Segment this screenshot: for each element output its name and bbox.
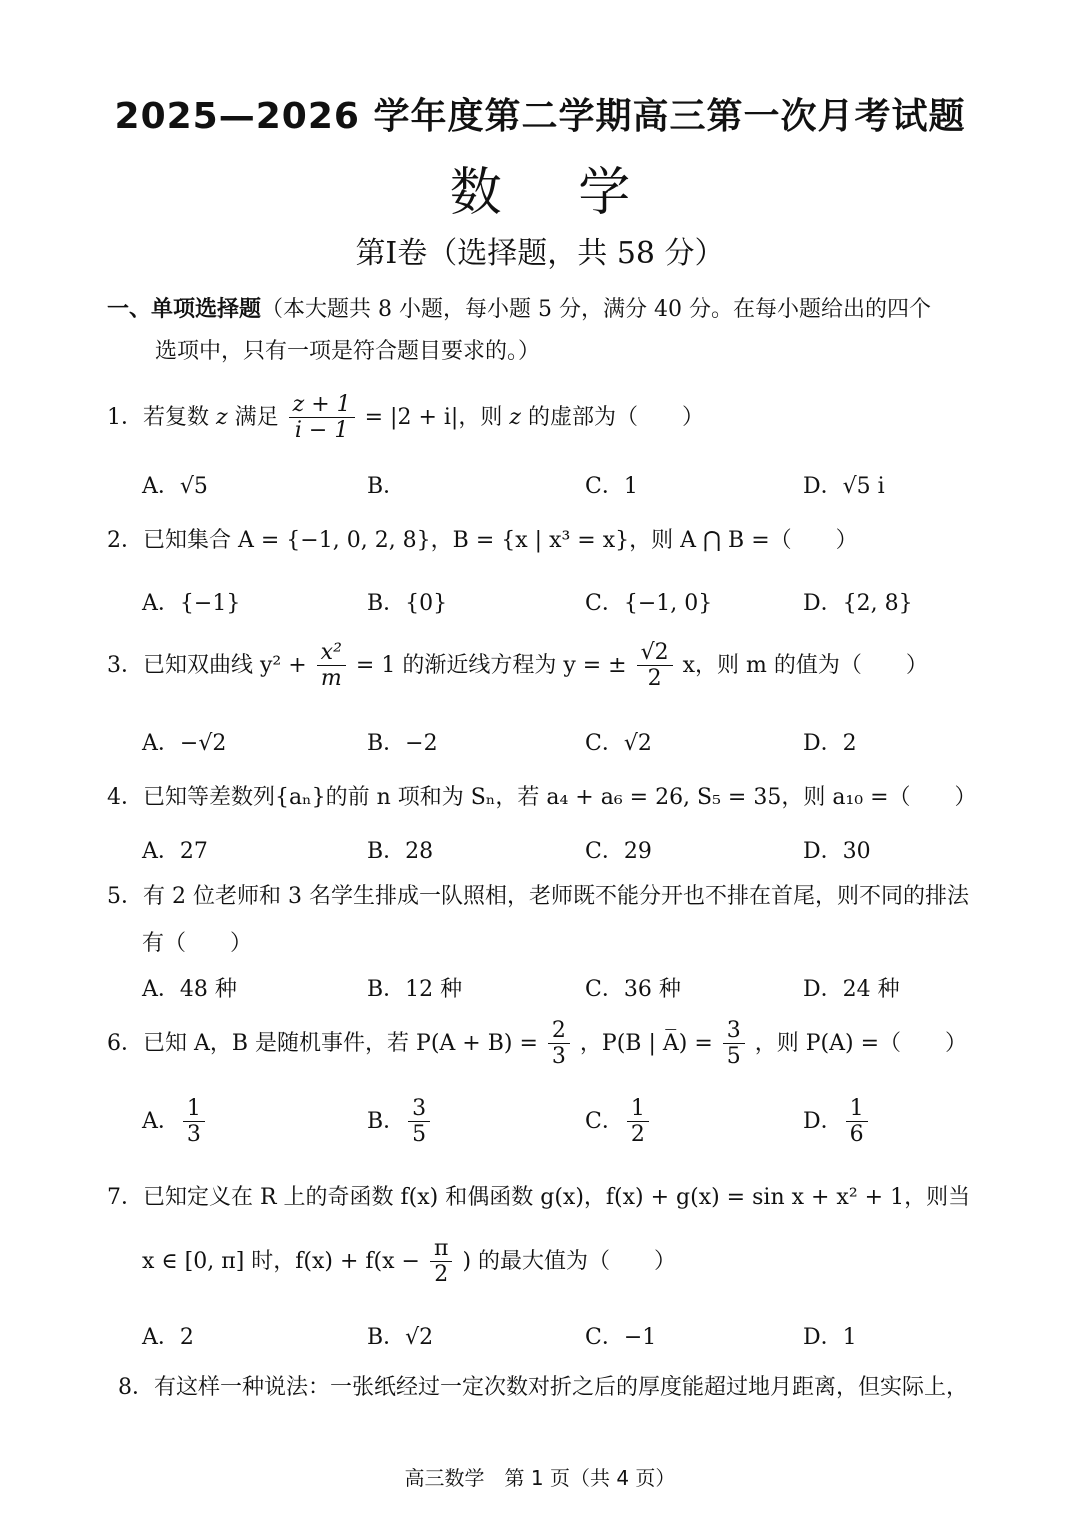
q6-option-b: B． $\frac{3}{5}$ bbox=[367, 1096, 433, 1148]
q3-option-b: B．−2 bbox=[367, 731, 438, 756]
q4-option-a: A．27 bbox=[142, 839, 208, 864]
q6-option-d: D． $\frac{1}{6}$ bbox=[803, 1096, 871, 1148]
volume-heading: 第Ⅰ卷（选择题，共 58 分） bbox=[355, 236, 725, 271]
q5-option-c: C．36 种 bbox=[585, 977, 681, 1002]
question-2-stem: 2．已知集合 A = {−1, 0, 2, 8}，B = {x | x³ = x}，则 A ⋂ B =（ ） bbox=[107, 528, 858, 553]
section-instructions bbox=[107, 289, 987, 373]
q3-option-a: A．−√2 bbox=[142, 731, 227, 756]
q4-option-c: C．29 bbox=[585, 839, 652, 864]
q4-option-b: B．28 bbox=[367, 839, 434, 864]
q5-option-a: A．48 种 bbox=[142, 977, 237, 1002]
question-5-stem-line2: 有（ ） bbox=[142, 931, 253, 956]
q7-option-b: B．√2 bbox=[367, 1325, 434, 1350]
exam-title: 2025—2026 学年度第二学期高三第一次月考试题 bbox=[114, 96, 966, 137]
q7-fraction: $\frac{\pi}{2}$ bbox=[430, 1236, 452, 1288]
q1-fraction: $\frac{z + 1}{i - 1}$ bbox=[289, 392, 355, 444]
q5-option-d: D．24 种 bbox=[803, 977, 900, 1002]
question-7-stem-line1: 7．已知定义在 R 上的奇函数 f(x) 和偶函数 g(x)，f(x) + g(x) = sin x + x² + 1，则当 bbox=[107, 1185, 971, 1210]
subject-title: 数 学 bbox=[449, 163, 661, 223]
q2-option-d: D．{2, 8} bbox=[803, 591, 913, 616]
q2-option-a: A．{−1} bbox=[142, 591, 241, 616]
section-desc-line1: （本大题共 8 小题，每小题 5 分，满分 40 分。在每小题给出的四个 bbox=[261, 297, 931, 322]
q1-option-a: A．√5 bbox=[142, 474, 208, 499]
q3-fraction-2: $\frac{√2}{2}$ bbox=[637, 640, 673, 692]
q6-option-a: A． $\frac{1}{3}$ bbox=[142, 1096, 208, 1148]
question-5-stem-line1: 5．有 2 位老师和 3 名学生排成一队照相，老师既不能分开也不排在首尾，则不同的排法 bbox=[107, 884, 969, 909]
question-1-stem: 1．若复数 z 满足 $\frac{z + 1}{i - 1}$ = |2 + i|，则 z 的虚部为（ ） bbox=[107, 392, 704, 444]
q7-option-d: D．1 bbox=[803, 1325, 857, 1350]
q6-fraction-1: $\frac{2}{3}$ bbox=[548, 1018, 570, 1070]
question-3-stem: 3．已知双曲线 y² + $\frac{\text{x²}}{m}$ = 1 的渐近线方程为 y = ± $\frac{√2}{2}$ x，则 m 的值为（ ） bbox=[107, 640, 928, 692]
q6-option-c: C． $\frac{1}{2}$ bbox=[585, 1096, 652, 1148]
q5-option-b: B．12 种 bbox=[367, 977, 463, 1002]
q3-option-d: D．2 bbox=[803, 731, 857, 756]
question-8-stem: 8．有这样一种说法：一张纸经过一定次数对折之后的厚度能超过地月距离，但实际上， bbox=[118, 1375, 968, 1400]
q1-option-d: D．√5 i bbox=[803, 474, 885, 499]
q2-option-b: B．{0} bbox=[367, 591, 448, 616]
q1-option-c: C．1 bbox=[585, 474, 638, 499]
question-4-stem: 4．已知等差数列{aₙ}的前 n 项和为 Sₙ，若 a₄ + a₆ = 26, S₅ = 35，则 a₁₀ =（ ） bbox=[107, 785, 977, 810]
question-6-stem: 6．已知 A，B 是随机事件，若 P(A + B) = $\frac{2}{3}$ ，P(B | A̅) = $\frac{3}{5}$ ，则 P(A) =（ ） bbox=[107, 1018, 968, 1070]
page-footer: 高三数学 第 1 页（共 4 页） bbox=[404, 1466, 676, 1490]
q3-option-c: C．√2 bbox=[585, 731, 652, 756]
section-label: 一、单项选择题 bbox=[107, 297, 262, 322]
question-7-stem-line2: x ∈ [0, π] 时，f(x) + f(x − $\frac{\pi}{2}$ ) 的最大值为（ ） bbox=[142, 1236, 677, 1288]
q4-option-d: D．30 bbox=[803, 839, 871, 864]
q6-fraction-2: $\frac{3}{5}$ bbox=[723, 1018, 745, 1070]
q2-option-c: C．{−1, 0} bbox=[585, 591, 713, 616]
q7-option-a: A．2 bbox=[142, 1325, 194, 1350]
q3-fraction-1: $\frac{\text{x²}}{m}$ bbox=[317, 640, 346, 692]
q7-option-c: C．−1 bbox=[585, 1325, 657, 1350]
section-desc-line2: 选项中，只有一项是符合题目要求的。） bbox=[155, 338, 541, 364]
q1-option-b: B． bbox=[367, 474, 406, 499]
